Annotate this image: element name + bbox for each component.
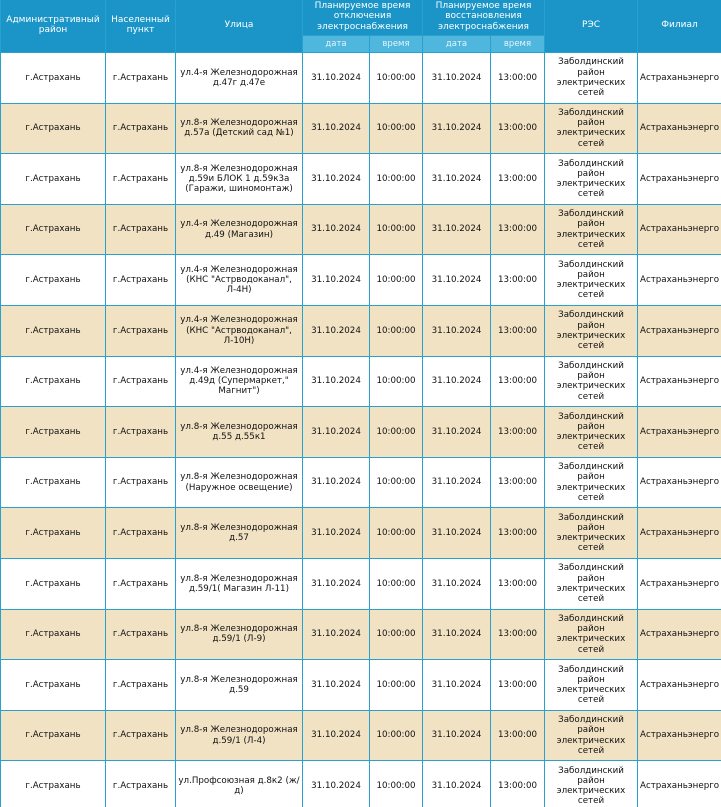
cell-district: г.Астрахань	[1, 204, 106, 255]
cell-settlement: г.Астрахань	[106, 356, 176, 407]
cell-street: ул.8-я Железнодорожная д.57а (Детский сад №1)	[176, 103, 303, 154]
cell-off-time: 10:00:00	[370, 305, 423, 356]
cell-settlement: г.Астрахань	[106, 407, 176, 458]
cell-res: Заболдинский район электрических сетей	[545, 761, 638, 807]
cell-branch: Астраханьэнерго	[638, 761, 721, 807]
cell-on-date: 31.10.2024	[423, 305, 491, 356]
cell-res: Заболдинский район электрических сетей	[545, 558, 638, 609]
table-row	[1, 305, 721, 356]
cell-district: г.Астрахань	[1, 305, 106, 356]
cell-off-date: 31.10.2024	[303, 305, 370, 356]
cell-district: г.Астрахань	[1, 457, 106, 508]
subheader-on-time: время	[491, 36, 545, 53]
cell-street: ул.8-я Железнодорожная д.59/1 (Л-4)	[176, 710, 303, 761]
cell-off-date: 31.10.2024	[303, 609, 370, 660]
cell-on-date: 31.10.2024	[423, 660, 491, 711]
cell-off-time: 10:00:00	[370, 710, 423, 761]
cell-res: Заболдинский район электрических сетей	[545, 305, 638, 356]
table-row	[1, 407, 721, 458]
cell-district: г.Астрахань	[1, 103, 106, 154]
cell-off-time: 10:00:00	[370, 154, 423, 205]
cell-branch: Астраханьэнерго	[638, 204, 721, 255]
table-row	[1, 356, 721, 407]
cell-settlement: г.Астрахань	[106, 154, 176, 205]
cell-res: Заболдинский район электрических сетей	[545, 53, 638, 104]
cell-branch: Астраханьэнерго	[638, 710, 721, 761]
cell-res: Заболдинский район электрических сетей	[545, 103, 638, 154]
cell-street: ул.8-я Железнодорожная д.57	[176, 508, 303, 559]
table-row	[1, 103, 721, 154]
header-street: Улица	[176, 0, 303, 53]
cell-res: Заболдинский район электрических сетей	[545, 255, 638, 306]
cell-street: ул.4-я Железнодорожная (КНС "Астрводоканал", Л-4Н)	[176, 255, 303, 306]
cell-branch: Астраханьэнерго	[638, 154, 721, 205]
cell-off-time: 10:00:00	[370, 508, 423, 559]
cell-branch: Астраханьэнерго	[638, 53, 721, 104]
table-row	[1, 558, 721, 609]
table-row	[1, 53, 721, 104]
cell-on-time: 13:00:00	[491, 356, 545, 407]
cell-street: ул.8-я Железнодорожная (Наружное освещение)	[176, 457, 303, 508]
cell-street: ул.Профсоюзная д.8к2 (ж/д)	[176, 761, 303, 807]
cell-on-date: 31.10.2024	[423, 558, 491, 609]
cell-settlement: г.Астрахань	[106, 103, 176, 154]
subheader-off-date: дата	[303, 36, 370, 53]
cell-settlement: г.Астрахань	[106, 761, 176, 807]
cell-on-time: 13:00:00	[491, 710, 545, 761]
cell-street: ул.4-я Железнодорожная (КНС "Астрводоканал", Л-10Н)	[176, 305, 303, 356]
cell-off-date: 31.10.2024	[303, 660, 370, 711]
cell-on-date: 31.10.2024	[423, 103, 491, 154]
cell-district: г.Астрахань	[1, 558, 106, 609]
cell-on-date: 31.10.2024	[423, 204, 491, 255]
cell-district: г.Астрахань	[1, 53, 106, 104]
table-row	[1, 457, 721, 508]
cell-branch: Астраханьэнерго	[638, 508, 721, 559]
cell-street: ул.8-я Железнодорожная д.55 д.55к1	[176, 407, 303, 458]
cell-res: Заболдинский район электрических сетей	[545, 609, 638, 660]
header-branch: Филиал	[638, 0, 721, 53]
cell-district: г.Астрахань	[1, 407, 106, 458]
cell-branch: Астраханьэнерго	[638, 457, 721, 508]
cell-off-time: 10:00:00	[370, 457, 423, 508]
cell-branch: Астраханьэнерго	[638, 660, 721, 711]
table-row	[1, 660, 721, 711]
cell-res: Заболдинский район электрических сетей	[545, 660, 638, 711]
table-body	[1, 53, 721, 807]
cell-res: Заболдинский район электрических сетей	[545, 154, 638, 205]
cell-district: г.Астрахань	[1, 255, 106, 306]
header-settlement: Населенный пункт	[106, 0, 176, 53]
table-row	[1, 761, 721, 807]
cell-on-time: 13:00:00	[491, 457, 545, 508]
cell-district: г.Астрахань	[1, 660, 106, 711]
cell-district: г.Астрахань	[1, 508, 106, 559]
cell-off-time: 10:00:00	[370, 660, 423, 711]
cell-on-time: 13:00:00	[491, 53, 545, 104]
cell-on-date: 31.10.2024	[423, 710, 491, 761]
cell-street: ул.4-я Железнодорожная д.49 (Магазин)	[176, 204, 303, 255]
cell-res: Заболдинский район электрических сетей	[545, 204, 638, 255]
cell-res: Заболдинский район электрических сетей	[545, 356, 638, 407]
cell-on-time: 13:00:00	[491, 154, 545, 205]
cell-district: г.Астрахань	[1, 710, 106, 761]
cell-settlement: г.Астрахань	[106, 204, 176, 255]
cell-district: г.Астрахань	[1, 356, 106, 407]
subheader-off-time: время	[370, 36, 423, 53]
cell-on-date: 31.10.2024	[423, 255, 491, 306]
cell-branch: Астраханьэнерго	[638, 255, 721, 306]
cell-on-time: 13:00:00	[491, 255, 545, 306]
cell-street: ул.4-я Железнодорожная д.47г д.47е	[176, 53, 303, 104]
cell-on-time: 13:00:00	[491, 204, 545, 255]
cell-off-date: 31.10.2024	[303, 204, 370, 255]
table-row	[1, 609, 721, 660]
table-row	[1, 508, 721, 559]
cell-res: Заболдинский район электрических сетей	[545, 457, 638, 508]
cell-on-date: 31.10.2024	[423, 407, 491, 458]
cell-branch: Астраханьэнерго	[638, 609, 721, 660]
cell-off-date: 31.10.2024	[303, 356, 370, 407]
cell-on-date: 31.10.2024	[423, 457, 491, 508]
table-row	[1, 710, 721, 761]
cell-off-time: 10:00:00	[370, 255, 423, 306]
cell-branch: Астраханьэнерго	[638, 558, 721, 609]
cell-off-date: 31.10.2024	[303, 407, 370, 458]
cell-street: ул.8-я Железнодорожная д.59	[176, 660, 303, 711]
cell-off-date: 31.10.2024	[303, 53, 370, 104]
cell-on-date: 31.10.2024	[423, 761, 491, 807]
cell-off-time: 10:00:00	[370, 558, 423, 609]
cell-on-time: 13:00:00	[491, 558, 545, 609]
cell-branch: Астраханьэнерго	[638, 103, 721, 154]
cell-off-date: 31.10.2024	[303, 154, 370, 205]
cell-off-date: 31.10.2024	[303, 761, 370, 807]
cell-settlement: г.Астрахань	[106, 660, 176, 711]
cell-on-time: 13:00:00	[491, 305, 545, 356]
cell-on-date: 31.10.2024	[423, 609, 491, 660]
cell-off-date: 31.10.2024	[303, 710, 370, 761]
cell-res: Заболдинский район электрических сетей	[545, 508, 638, 559]
cell-off-date: 31.10.2024	[303, 103, 370, 154]
cell-branch: Астраханьэнерго	[638, 305, 721, 356]
subheader-on-date: дата	[423, 36, 491, 53]
cell-street: ул.8-я Железнодорожная д.59и БЛОК 1 д.59к3а (Гаражи, шиномонтаж)	[176, 154, 303, 205]
cell-on-time: 13:00:00	[491, 609, 545, 660]
cell-off-date: 31.10.2024	[303, 558, 370, 609]
table-row	[1, 255, 721, 306]
cell-settlement: г.Астрахань	[106, 457, 176, 508]
cell-on-time: 13:00:00	[491, 508, 545, 559]
cell-on-time: 13:00:00	[491, 660, 545, 711]
header-admin-district: Административный район	[1, 0, 106, 53]
cell-off-time: 10:00:00	[370, 103, 423, 154]
cell-off-time: 10:00:00	[370, 407, 423, 458]
header-restore: Планируемое время восстановления электроснабжения	[423, 0, 545, 36]
cell-settlement: г.Астрахань	[106, 508, 176, 559]
cell-street: ул.8-я Железнодорожная д.59/1 (Л-9)	[176, 609, 303, 660]
cell-branch: Астраханьэнерго	[638, 407, 721, 458]
cell-off-time: 10:00:00	[370, 356, 423, 407]
table-row	[1, 154, 721, 205]
cell-on-date: 31.10.2024	[423, 53, 491, 104]
cell-settlement: г.Астрахань	[106, 558, 176, 609]
cell-district: г.Астрахань	[1, 609, 106, 660]
cell-off-date: 31.10.2024	[303, 508, 370, 559]
cell-street: ул.8-я Железнодорожная д.59/1( Магазин Л-11)	[176, 558, 303, 609]
cell-on-date: 31.10.2024	[423, 508, 491, 559]
cell-res: Заболдинский район электрических сетей	[545, 710, 638, 761]
cell-settlement: г.Астрахань	[106, 710, 176, 761]
cell-on-date: 31.10.2024	[423, 356, 491, 407]
cell-off-time: 10:00:00	[370, 204, 423, 255]
cell-off-date: 31.10.2024	[303, 255, 370, 306]
cell-on-time: 13:00:00	[491, 103, 545, 154]
header-res: РЭС	[545, 0, 638, 53]
cell-settlement: г.Астрахань	[106, 609, 176, 660]
cell-res: Заболдинский район электрических сетей	[545, 407, 638, 458]
cell-street: ул.4-я Железнодорожная д.49д (Супермаркет," Магнит")	[176, 356, 303, 407]
cell-off-time: 10:00:00	[370, 609, 423, 660]
cell-on-time: 13:00:00	[491, 407, 545, 458]
header-row	[1, 0, 721, 36]
cell-on-time: 13:00:00	[491, 761, 545, 807]
cell-district: г.Астрахань	[1, 154, 106, 205]
table-row	[1, 204, 721, 255]
cell-on-date: 31.10.2024	[423, 154, 491, 205]
cell-settlement: г.Астрахань	[106, 53, 176, 104]
cell-settlement: г.Астрахань	[106, 305, 176, 356]
cell-off-time: 10:00:00	[370, 53, 423, 104]
cell-off-date: 31.10.2024	[303, 457, 370, 508]
header-shutdown: Планируемое время отключения электроснабжения	[303, 0, 423, 36]
cell-district: г.Астрахань	[1, 761, 106, 807]
cell-settlement: г.Астрахань	[106, 255, 176, 306]
cell-branch: Астраханьэнерго	[638, 356, 721, 407]
cell-off-time: 10:00:00	[370, 761, 423, 807]
